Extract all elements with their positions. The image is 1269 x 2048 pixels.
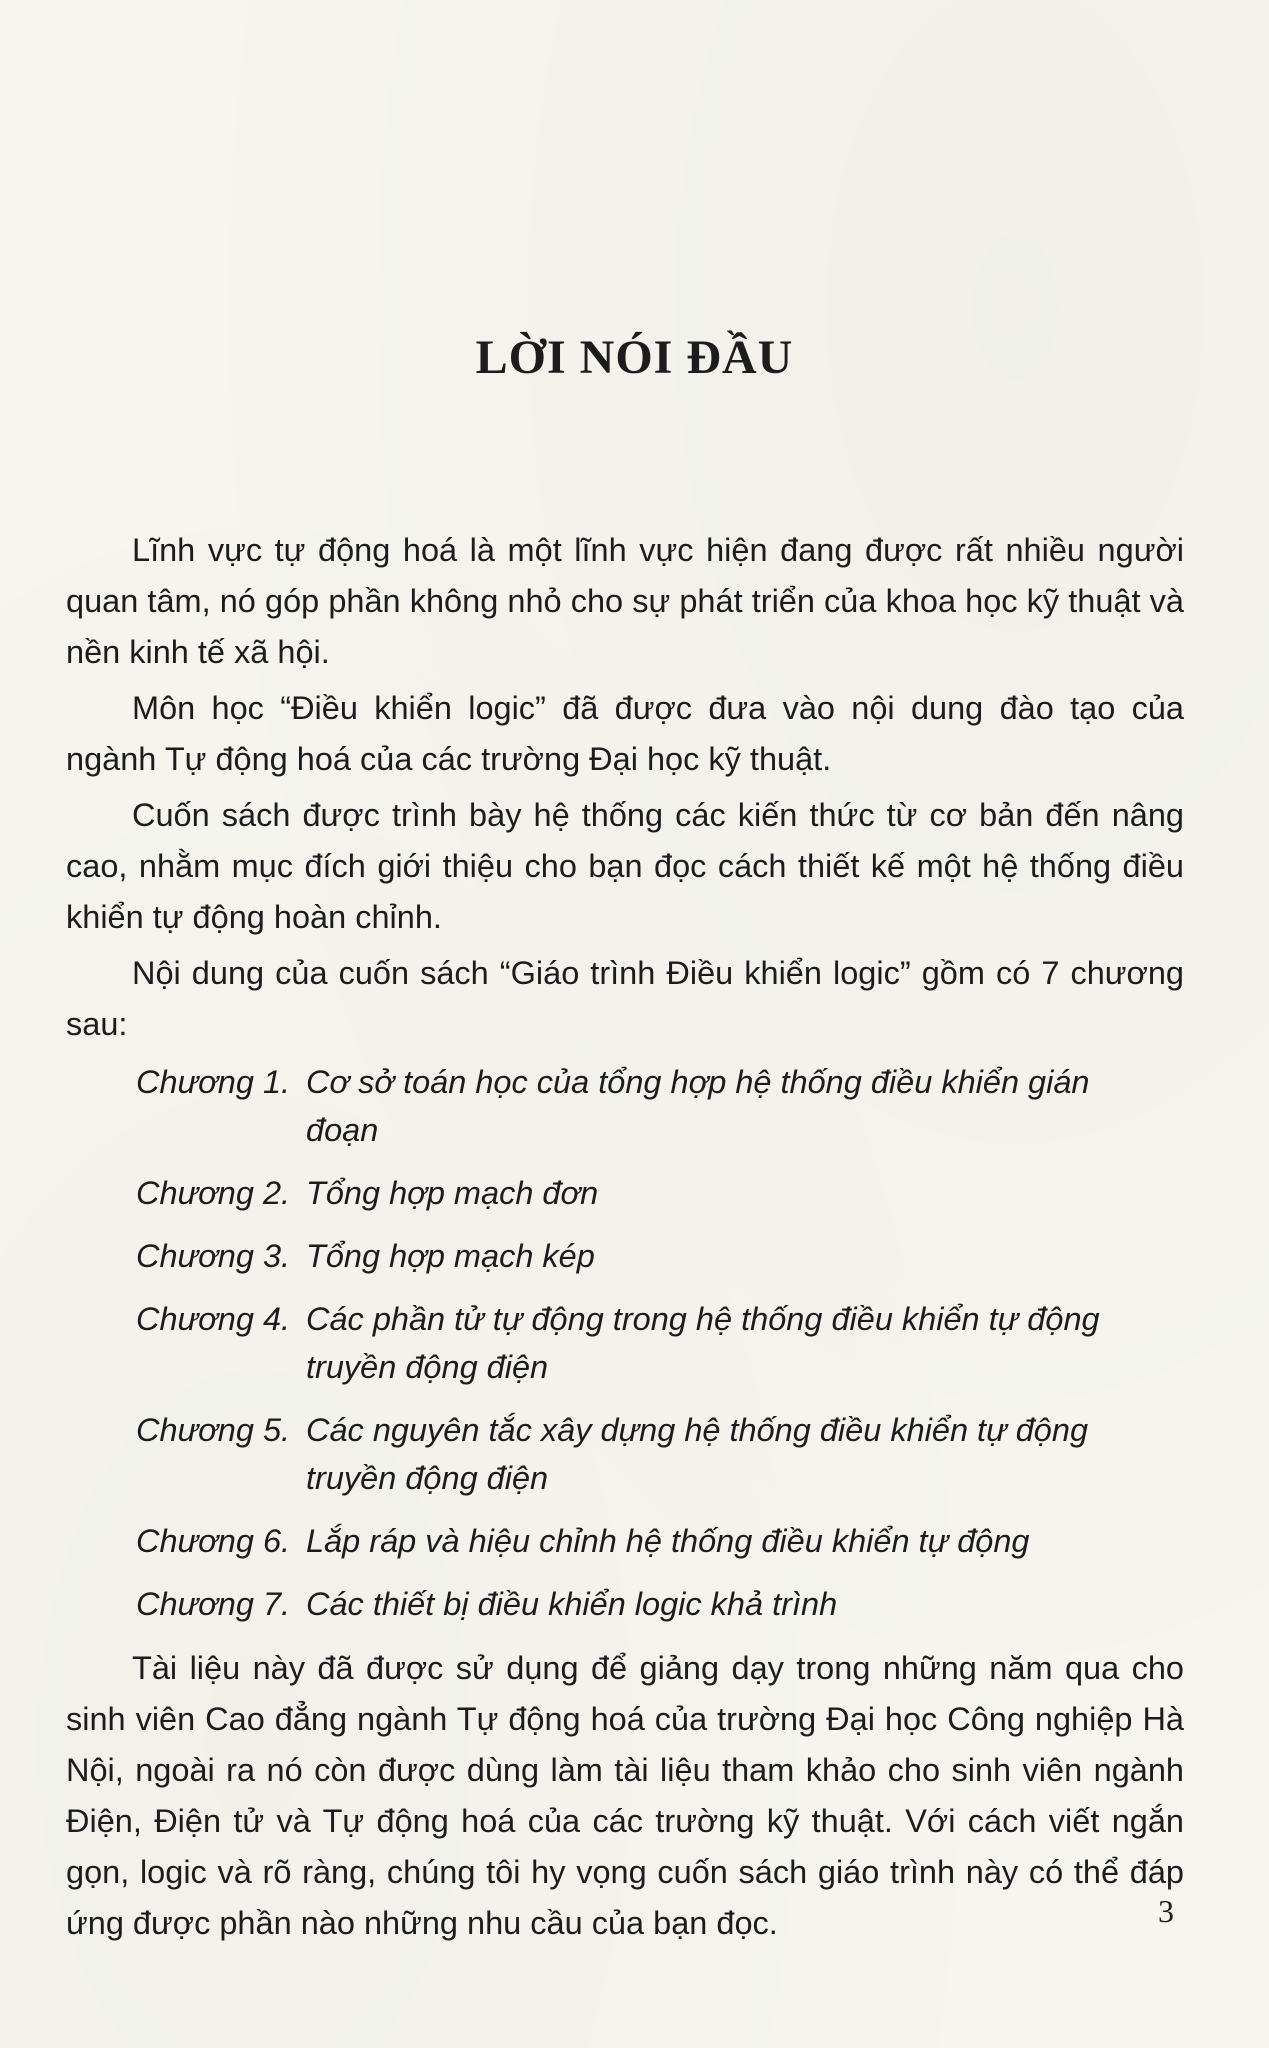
chapter-label: Chương 6. (136, 1523, 291, 1559)
paragraph-course: Môn học “Điều khiển logic” đã được đưa vào nội dung đào tạo của ngành Tự động hoá của các trường Đại học kỹ thuật. (66, 690, 1184, 777)
chapter-item (136, 1517, 1184, 1565)
chapter-title: Các thiết bị điều khiển logic khả trình (306, 1586, 838, 1622)
chapter-title: Lắp ráp và hiệu chỉnh hệ thống điều khiển tự động (306, 1523, 1030, 1559)
chapter-label: Chương 2. (136, 1175, 291, 1211)
chapter-title: Các phần tử tự động trong hệ thống điều khiển tự động truyền động điện (306, 1301, 1100, 1385)
chapter-title: Tổng hợp mạch đơn (306, 1175, 599, 1211)
chapter-item (136, 1406, 1184, 1502)
body-text (66, 525, 1184, 1954)
chapter-title: Tổng hợp mạch kép (306, 1238, 595, 1274)
chapter-title: Cơ sở toán học của tổng hợp hệ thống điều khiển gián đoạn (306, 1064, 1090, 1148)
chapter-item (136, 1058, 1184, 1154)
paragraph-book-structure: Cuốn sách được trình bày hệ thống các kiến thức từ cơ bản đến nâng cao, nhằm mục đích giới thiệu cho bạn đọc cách thiết kế một hệ thống điều khiển tự động hoàn chỉnh. (66, 797, 1184, 935)
paragraph-closing: Tài liệu này đã được sử dụng để giảng dạy trong những năm qua cho sinh viên Cao đẳng ngành Tự động hoá của trường Đại học Công nghiệp Hà Nội, ngoài ra nó còn được dùng làm tài liệu tham khảo cho sinh viên ngành Điện, Điện tử và Tự động hoá của các trường kỹ thuật. Với cách viết ngắn gọn, logic và rõ ràng, chúng tôi hy vọng cuốn sách giáo trình này có thể đáp ứng được phần nào những nhu cầu của bạn đọc. (66, 1650, 1184, 1941)
page-number: 3 (1158, 1893, 1174, 1929)
chapter-label: Chương 3. (136, 1238, 291, 1274)
chapter-list (66, 1058, 1184, 1628)
chapter-item (136, 1169, 1184, 1217)
chapter-label: Chương 1. (136, 1064, 291, 1100)
chapter-item (136, 1232, 1184, 1280)
paragraph-contents-intro: Nội dung của cuốn sách “Giáo trình Điều khiển logic” gồm có 7 chương sau: (66, 955, 1184, 1042)
chapter-title: Các nguyên tắc xây dựng hệ thống điều khiển tự động truyền động điện (306, 1412, 1089, 1496)
chapter-item (136, 1580, 1184, 1628)
chapter-label: Chương 4. (136, 1301, 291, 1337)
chapter-label: Chương 7. (136, 1586, 291, 1622)
chapter-label: Chương 5. (136, 1412, 291, 1448)
page-title: LỜI NÓI ĐẦU (475, 331, 794, 384)
paragraph-intro: Lĩnh vực tự động hoá là một lĩnh vực hiện đang được rất nhiều người quan tâm, nó góp phần không nhỏ cho sự phát triển của khoa học kỹ thuật và nền kinh tế xã hội. (66, 532, 1184, 670)
chapter-item (136, 1295, 1184, 1391)
